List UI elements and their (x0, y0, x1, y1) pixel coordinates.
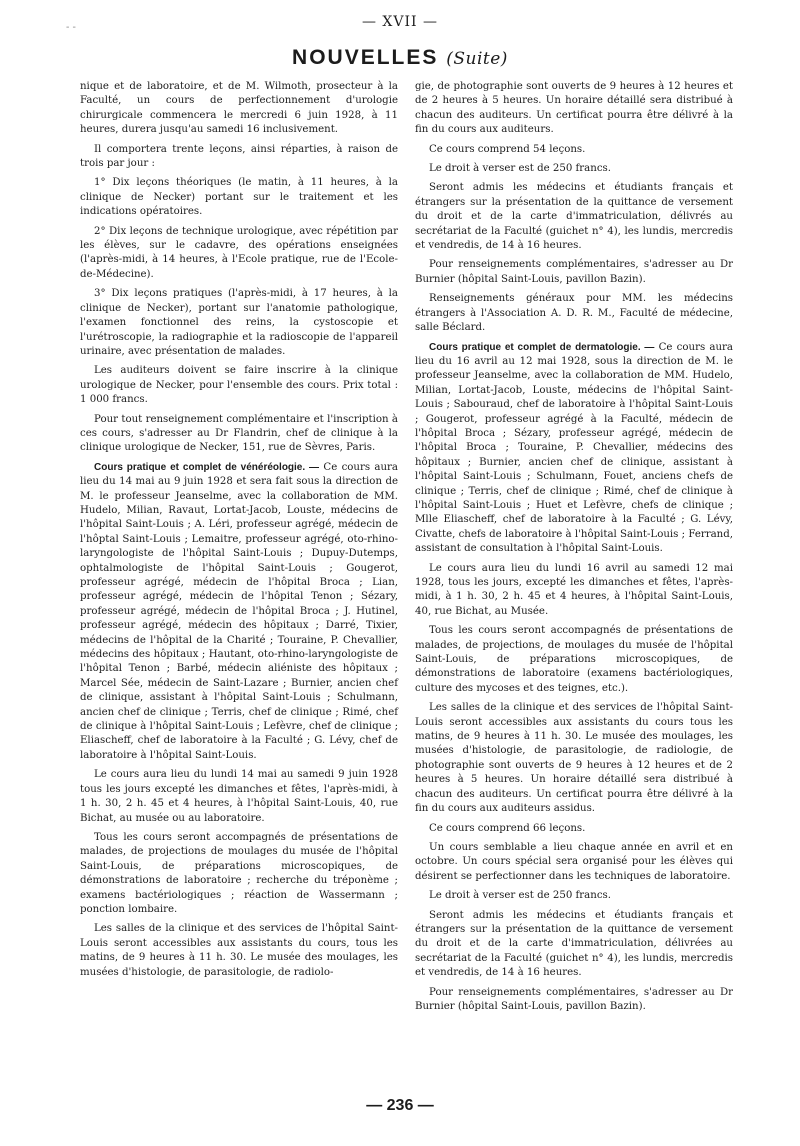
paragraph-text: Un cours semblable a lieu chaque année en avril et en octobre. Un cours spécial sera organisé pour les élèves qui désirent se perfectionner dans les techniques de laboratoire. (415, 841, 733, 882)
paragraph-text: Renseignements généraux pour MM. les médecins étrangers à l'Association A. D. R. M., Faculté de médecine, salle Béclard. (415, 293, 733, 334)
paragraph (80, 768, 398, 826)
paragraph (415, 986, 733, 1015)
paragraph (80, 80, 398, 138)
paragraph (415, 341, 733, 557)
paragraph-text: Le droit à verser est de 250 francs. (429, 890, 611, 902)
paragraph-text: Tous les cours seront accompagnés de présentations de malades, de projections, de moulages du musée de l'hôpital Saint-Louis, de préparations microscopiques, de démonstrations de laboratoire (examens bactériologiques, culture des mycoses et des teignes, etc.). (415, 625, 733, 694)
paragraph-text: Seront admis les médecins et étudiants français et étrangers sur la présentation de la quittance de versement du droit et de la carte d'immatriculation, délivrées au secrétariat de la Faculté (guichet n° 4), les lundis, mercredis et vendredis, de 14 à 16 heures. (415, 909, 733, 979)
paragraph (415, 80, 733, 138)
paragraph (80, 922, 398, 980)
paragraph (415, 562, 733, 620)
paragraph (415, 889, 733, 903)
paragraph-text: 2° Dix leçons de technique urologique, avec répétition par les élèves, sur le cadavre, des opérations enseignées (l'après-midi, à 14 heures, à l'Ecole pratique, rue de l'Ecole-de-Médecine). (80, 225, 398, 280)
paragraph (80, 831, 398, 917)
title-text: NOUVELLES (292, 46, 439, 69)
paragraph-text: Le cours aura lieu du lundi 14 mai au samedi 9 juin 1928 tous les jours excepté les dimanches et fêtes, l'après-midi, à 1 h. 30, 2 h. 45 et 4 heures, à l'hôpital Saint-Louis, 40, rue Bichat, au musée ou au laboratoire. (80, 769, 398, 824)
section-title (0, 46, 800, 70)
paragraph (80, 143, 398, 172)
title-suffix: (Suite) (446, 49, 508, 69)
paragraph-text: nique et de laboratoire, et de M. Wilmoth, prosecteur à la Faculté, un cours de perfectionnement d'urologie chirurgicale commencera le mercredi 6 juin 1928, à 11 heures, durera jusqu'au samedi 16 inclusivement. (80, 81, 398, 136)
paragraph (80, 176, 398, 219)
paragraph-text: Les salles de la clinique et des services de l'hôpital Saint-Louis seront accessibles aux assistants du cours, tous les matins, de 9 heures à 11 h. 30. Le musée des moulages, les musées d'histologie, de parasitologie, de radiolo- (80, 923, 398, 978)
paragraph (415, 162, 733, 176)
paragraph (415, 822, 733, 836)
paragraph-text: 3° Dix leçons pratiques (l'après-midi, à 17 heures, à la clinique de Necker), portant sur l'anatomie pathologique, l'examen fonctionnel des reins, la cystoscopie et l'urétroscopie, la radiographie et la radioscopie de l'appareil urinaire, avec présentation de malades. (80, 288, 398, 357)
paragraph (415, 143, 733, 157)
paragraph-text: Il comportera trente leçons, ainsi réparties, à raison de trois par jour : (80, 143, 398, 170)
paragraph-text: Pour renseignements complémentaires, s'adresser au Dr Burnier (hôpital Saint-Louis, pavillon Bazin). (415, 986, 733, 1012)
paragraph-text: Le cours aura lieu du lundi 16 avril au samedi 12 mai 1928, tous les jours, excepté les dimanches et fêtes, l'après-midi, à 1 h. 30, 2 h. 45 et 4 heures, à l'hôpital Saint-Louis, 40, rue Bichat, au Musée. (415, 562, 733, 617)
right-column (415, 80, 733, 1019)
paragraph (80, 413, 398, 456)
paragraph (415, 258, 733, 287)
paragraph (415, 624, 733, 696)
paragraph-text: gie, de photographie sont ouverts de 9 heures à 12 heures et de 2 heures à 5 heures. Un horaire détaillé sera distribué à chacun des auditeurs. Un certificat pourra être délivré à la fin du cours aux auditeurs. (415, 81, 733, 136)
paragraph-text: Les auditeurs doivent se faire inscrire à la clinique urologique de Necker, pour l'ensemble des cours. Prix total : 1 000 francs. (80, 365, 398, 406)
paragraph-text: Pour renseignements complémentaires, s'adresser au Dr Burnier (hôpital Saint-Louis, pavillon Bazin). (415, 259, 733, 285)
paragraph-heading: Cours pratique et complet de vénéréologie. — (94, 461, 320, 473)
paragraph-text: Le droit à verser est de 250 francs. (429, 163, 611, 175)
paragraph (415, 909, 733, 981)
paragraph (415, 181, 733, 253)
paragraph (80, 287, 398, 359)
paragraph-text: Seront admis les médecins et étudiants français et étrangers sur la présentation de la quittance de versement du droit et de la carte d'immatriculation, délivrés au secrétariat de la Faculté (guichet n° 4), les lundis, mercredis et vendredis, de 14 à 16 heures. (415, 182, 733, 252)
paragraph-text: Ce cours comprend 66 leçons. (429, 822, 586, 834)
paragraph-text: Ce cours comprend 54 leçons. (429, 143, 586, 155)
paragraph-text: Tous les cours seront accompagnés de présentations de malades, de projections de moulages du musée de l'hôpital Saint-Louis, de préparations microscopiques, de démonstrations de laboratoire ; recherche du tréponème ; examens bactériologiques ; réaction de Wassermann ; ponction lombaire. (80, 831, 398, 915)
paragraph-text: Ce cours aura lieu du 14 mai au 9 juin 1928 et sera fait sous la direction de M. le professeur Jeanselme, avec la collaboration de MM. Hudelo, Milian, Ravaut, Lortat-Jacob, Louste, médecins de l'hôpital Saint-Louis ; A. Léri, professeur agrégé, médecin de l'hôptal Saint-Louis ; Lemaitre, professeur agrégé, oto-rhino-laryngologiste de l'hôpital Saint-Louis ; Dupuy-Dutemps, ophtalmologiste de l'hôpital Saint-Louis ; Gougerot, professeur agrégé, médecin de l'hôpital Broca ; Lian, professeur agrégé, médecin de l'hôpital Tenon ; Sézary, professeur agrégé, médecin de l'hôpital Broca ; J. Hutinel, professeur agrégé, médecin des hôpitaux ; Darré, Tixier, médecins de l'hôpital de la Charité ; Touraine, P. Chevallier, médecins des hôpitaux ; Hautant, oto-rhino-laryngologiste de l'hôpital Tenon ; Barbé, médecin aliéniste des hôpitaux ; Marcel Sée, médecin de Saint-Lazare ; Burnier, ancien chef de clinique, assistant à l'hôpital Saint-Louis ; Schulmann, ancien chef de clinique ; Terris, chef de clinique ; Rimé, chef de clinique à l'hôpital Saint-Louis ; Lefèvre, chef de clinique ; Eliascheff, chef de laboratoire à la Faculté ; G. Lévy, chef de laboratoire à l'hôpital Saint-Louis. (80, 461, 398, 761)
paragraph (80, 225, 398, 283)
margin-mark: - - (66, 22, 76, 33)
paragraph-heading: Cours pratique et complet de dermatologie. — (429, 341, 655, 353)
paragraph (80, 461, 398, 764)
roman-page-number: — XVII — (361, 14, 439, 30)
left-column (80, 80, 398, 985)
paragraph-text: Ce cours aura lieu du 16 avril au 12 mai 1928, sous la direction de M. le professeur Jeanselme, avec la collaboration de MM. Hudelo, Milian, Lortat-Jacob, Louste, médecins de l'hôpital Saint-Louis ; Sabouraud, chef de laboratoire à l'hôpital Saint-Louis ; Gougerot, professeur agrégé à la Faculté, médecin de l'hôpital Broca ; Sézary, professeur agrégé, médecin de l'hôpital Broca ; Touraine, P. Chevallier, médecins des hôpitaux ; Burnier, ancien chef de clinique, assistant à l'hôpital Saint-Louis ; Schulmann, Fouet, anciens chefs de clinique ; Terris, chef de clinique ; Rimé, chef de clinique à l'hôpital Saint-Louis ; Huet et Lefèvre, chefs de clinique ; Mlle Eliascheff, chef de laboratoire à la Faculté ; G. Lévy, Civatte, chefs de laboratoire à l'hôpital Saint-Louis ; Ferrand, assistant de consultation à l'hôpital Saint-Louis. (415, 341, 733, 555)
paragraph (415, 292, 733, 335)
paragraph (415, 841, 733, 884)
paragraph-text: Les salles de la clinique et des services de l'hôpital Saint-Louis seront accessibles aux assistants du cours tous les matins, de 9 heures à 11 h. 30. Le musée des moulages, les musées d'histologie, de parasitologie, de radiologie, de photographie sont ouverts de 9 heures à 12 heures et de 2 heures à 5 heures. Un horaire détaillé sera distribué à chacun des auditeurs. Un certificat pourra être délivré à la fin du cours aux auditeurs assidus. (415, 702, 733, 815)
paragraph-text: Pour tout renseignement complémentaire et l'inscription à ces cours, s'adresser au Dr Flandrin, chef de clinique à la clinique urologique de Necker, 151, rue de Sèvres, Paris. (80, 413, 398, 454)
page-folio: — 236 — (366, 1097, 434, 1114)
paragraph (415, 701, 733, 816)
paragraph-text: 1° Dix leçons théoriques (le matin, à 11 heures, à la clinique de Necker) portant sur le traitement et les indications opératoires. (80, 177, 398, 218)
paragraph (80, 364, 398, 407)
